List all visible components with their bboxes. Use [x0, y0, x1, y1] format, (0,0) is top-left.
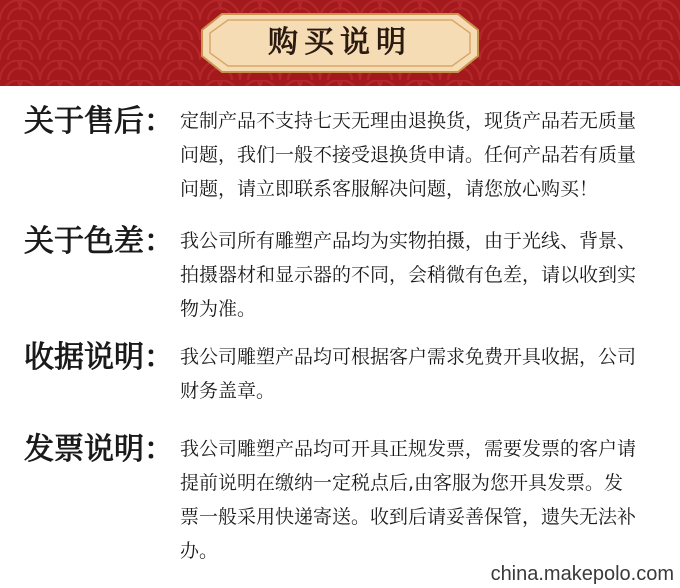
text-line: 票一般采用快递寄送。收到后请妥善保管，遗失无法补: [180, 506, 637, 528]
text-line: 问题，请立即联系客服解决问题，请您放心购买！: [180, 178, 599, 200]
header-banner: [0, 0, 680, 86]
page-title: 购买说明: [268, 25, 412, 60]
section-text: [180, 224, 658, 326]
section-label: 发票说明：: [24, 432, 174, 467]
text-line: 我公司所有雕塑产品均为实物拍摄，由于光线、背景、: [180, 230, 637, 252]
text-line: 拍摄器材和显示器的不同，会稍微有色差，请以收到实: [180, 264, 637, 286]
section-label: 关于售后：: [24, 104, 174, 139]
section-text: [180, 432, 658, 568]
section-text: [180, 340, 658, 408]
section-label: 收据说明：: [24, 340, 174, 375]
section-text: [180, 104, 658, 206]
text-line: 财务盖章。: [180, 380, 276, 402]
text-line: 办。: [180, 540, 219, 562]
watermark: china.makepolo.com: [490, 563, 674, 585]
text-line: 定制产品不支持七天无理由退换货，现货产品若无质量: [180, 110, 637, 132]
text-line: 提前说明在缴纳一定税点后,由客服为您开具发票。发: [180, 472, 624, 494]
text-line: 我公司雕塑产品均可开具正规发票，需要发票的客户请: [180, 438, 637, 460]
text-line: 问题，我们一般不接受退换货申请。任何产品若有质量: [180, 144, 637, 166]
text-line: 物为准。: [180, 298, 257, 320]
text-line: 我公司雕塑产品均可根据客户需求免费开具收据，公司: [180, 346, 637, 368]
section-label: 关于色差：: [24, 224, 174, 259]
